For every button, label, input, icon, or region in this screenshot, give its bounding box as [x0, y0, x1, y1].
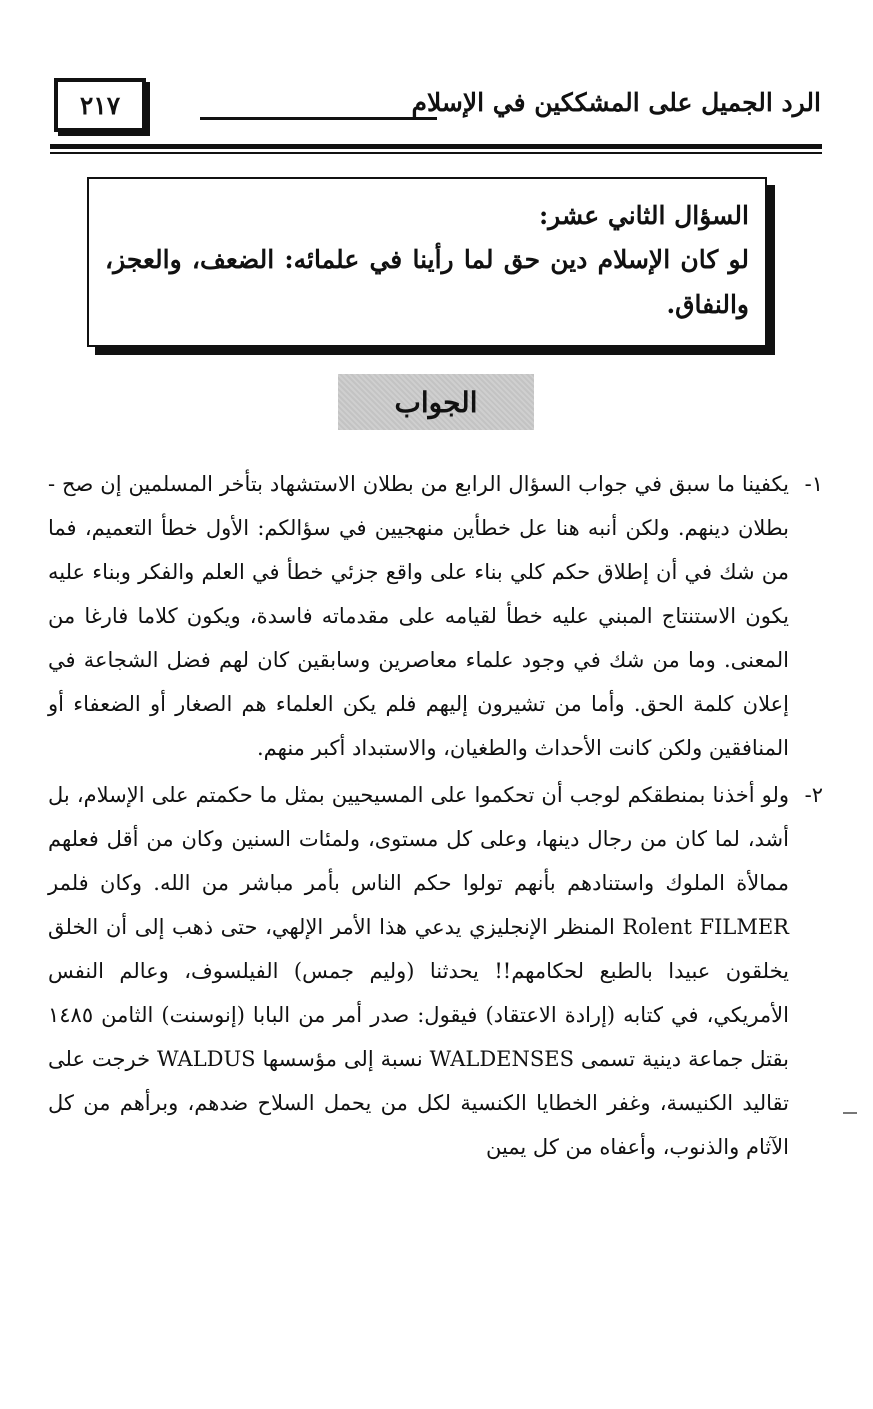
margin-mark	[843, 1112, 857, 1114]
question-title: السؤال الثاني عشر:	[538, 201, 749, 230]
paragraph-number: ٢-	[804, 783, 823, 807]
page-number: ٢١٧	[54, 78, 146, 132]
answer-paragraph	[48, 773, 823, 1169]
answer-paragraph	[48, 462, 823, 770]
header-rule	[200, 117, 437, 120]
running-title: الرد الجميل على المشككين في الإسلام	[411, 88, 821, 117]
question-text: لو كان الإسلام دين حق لما رأينا في علمائه: الضعف، والعجز، والنفاق.	[105, 245, 749, 319]
header-divider-thin	[50, 152, 822, 154]
paragraph-text: يكفينا ما سبق في جواب السؤال الرابع من بطلان الاستشهاد بتأخر المسلمين إن صح - بطلان دينهم. ولكن أنبه هنا عل خطأين منهجيين في سؤالكم: الأول خطأ التعميم، فما من شك في أن إطلاق حكم كلي بناء على واقع جزئي خطأ في العلم والفكر وبناء عليه يكون الاستنتاج المبني عليه خطأ لقيامه على مقدماته فاسدة، ويكون كلاما فارغا من المعنى. وما من شك في وجود علماء معاصرين وسابقين كان لهم فضل الشجاعة في إعلان كلمة الحق. وأما من تشيرون إليهم فلم يكن العلماء هم الصغار أو الضعفاء أو المنافقين ولكن كانت الأحداث والطغيان، والاستبداد أكبر منهم.	[48, 472, 789, 760]
header-divider-thick	[50, 144, 822, 149]
answer-heading: الجواب	[338, 374, 534, 430]
question-box	[87, 177, 767, 347]
paragraph-text: ولو أخذنا بمنطقكم لوجب أن تحكموا على المسيحيين بمثل ما حكمتم على الإسلام، بل أشد، لما كان من رجال دينها، وعلى كل مستوى، ولمئات السنين وكان من أقل فعلهم ممالأة الملوك واستنادهم بأنهم تولوا حكم الناس بأمر مباشر من الله. وكان فلمر Rolent FILMER المنظر الإنجليزي يدعي هذا الأمر الإلهي، حتى ذهب إلى أن الخلق يخلقون عبيدا بالطبع لحكامهم!! يحدثنا (وليم جمس) الفيلسوف، وعالم النفس الأمريكي، في كتابه (إرادة الاعتقاد) فيقول: صدر أمر من البابا (إنوسنت) الثامن ١٤٨٥ بقتل جماعة دينية تسمى WALDENSES نسبة إلى مؤسسها WALDUS خرجت على تقاليد الكنيسة، وغفر الخطايا الكنسية لكل من يحمل السلاح ضدهم، وبرأهم من كل الآثام والذنوب، وأعفاه من كل يمين	[48, 783, 790, 1159]
answer-body	[48, 462, 823, 1172]
paragraph-number: ١-	[804, 472, 823, 496]
